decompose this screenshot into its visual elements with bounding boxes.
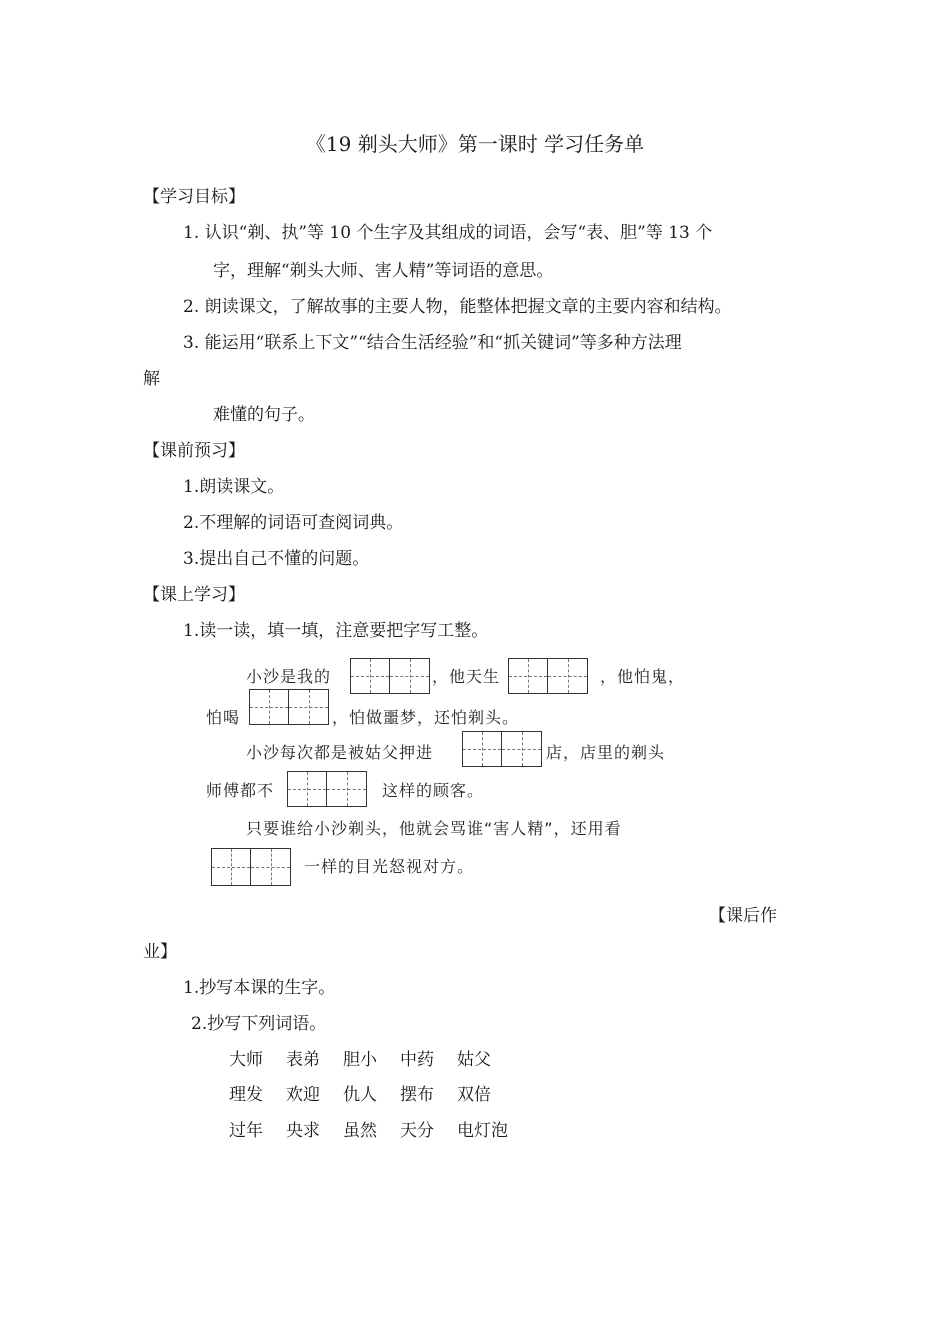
- exercise-text-l3a: 小沙每次都是被姑父押进: [246, 743, 434, 762]
- goal-1-line-1: 1. 认识“剃、执”等 10 个生字及其组成的词语，会写“表、胆”等 13 个: [183, 223, 713, 243]
- word: 过年: [229, 1121, 263, 1141]
- word: 胆小: [343, 1050, 377, 1070]
- word: 中药: [400, 1050, 434, 1070]
- word-row: [229, 1080, 514, 1105]
- goal-3-line-3: 难懂的句子。: [213, 405, 315, 425]
- preview-item-3: 3.提出自己不懂的问题。: [183, 549, 370, 569]
- page-title: 《19 剃头大师》第一课时 学习任务单: [305, 132, 645, 156]
- word: 姑父: [457, 1050, 491, 1070]
- exercise-text-l1b: ，他天生: [432, 667, 501, 686]
- word: 欢迎: [286, 1085, 320, 1105]
- section-inclass-heading: 【课上学习】: [143, 585, 245, 605]
- word: 央求: [286, 1121, 320, 1141]
- goal-3-line-2: 解: [143, 369, 160, 389]
- word: 摆布: [400, 1085, 434, 1105]
- writing-box[interactable]: [249, 689, 329, 725]
- word: 理发: [229, 1085, 263, 1105]
- word: 双倍: [457, 1085, 491, 1105]
- exercise-text-l5: 只要谁给小沙剃头，他就会骂谁“害人精”，还用看: [246, 819, 622, 838]
- inclass-task: 1.读一读，填一填，注意要把字写工整。: [183, 621, 489, 641]
- writing-box[interactable]: [508, 658, 588, 694]
- word: 电灯泡: [457, 1121, 508, 1141]
- preview-item-1: 1.朗读课文。: [183, 477, 285, 497]
- word: 表弟: [286, 1050, 320, 1070]
- writing-box[interactable]: [462, 731, 542, 767]
- writing-box[interactable]: [350, 658, 430, 694]
- section-homework-heading-part1: 【课后作: [709, 906, 777, 926]
- homework-item-1: 1.抄写本课的生字。: [183, 978, 336, 998]
- exercise-text-l6: 一样的目光怒视对方。: [304, 857, 475, 876]
- homework-item-2: 2.抄写下列词语。: [191, 1014, 327, 1034]
- word: 天分: [400, 1121, 434, 1141]
- section-goals-heading: 【学习目标】: [143, 187, 245, 207]
- section-homework-heading-part2: 业】: [143, 942, 177, 962]
- goal-3-line-1: 3. 能运用“联系上下文”“结合生活经验”和“抓关键词”等多种方法理: [183, 333, 682, 353]
- goal-1-line-2: 字，理解“剃头大师、害人精”等词语的意思。: [213, 261, 554, 281]
- exercise-text-l4b: 这样的顾客。: [382, 781, 485, 800]
- exercise-text-l3b: 店，店里的剃头: [546, 743, 666, 762]
- exercise-text-l2a: 怕喝: [206, 708, 241, 727]
- exercise-text-l1c: ，他怕鬼，: [600, 667, 686, 686]
- exercise-text-l1a: 小沙是我的: [246, 667, 332, 686]
- exercise-text-l4a: 师傅都不: [206, 781, 275, 800]
- goal-2: 2. 朗读课文，了解故事的主要人物，能整体把握文章的主要内容和结构。: [183, 297, 732, 317]
- word: 大师: [229, 1050, 263, 1070]
- exercise-text-l2b: ，怕做噩梦，还怕剃头。: [332, 708, 520, 727]
- word: 仇人: [343, 1085, 377, 1105]
- writing-box[interactable]: [287, 771, 367, 807]
- word: 虽然: [343, 1121, 377, 1141]
- preview-item-2: 2.不理解的词语可查阅词典。: [183, 513, 404, 533]
- section-preview-heading: 【课前预习】: [143, 441, 245, 461]
- word-row: [229, 1045, 514, 1070]
- writing-box[interactable]: [211, 848, 291, 886]
- word-row: [229, 1116, 514, 1141]
